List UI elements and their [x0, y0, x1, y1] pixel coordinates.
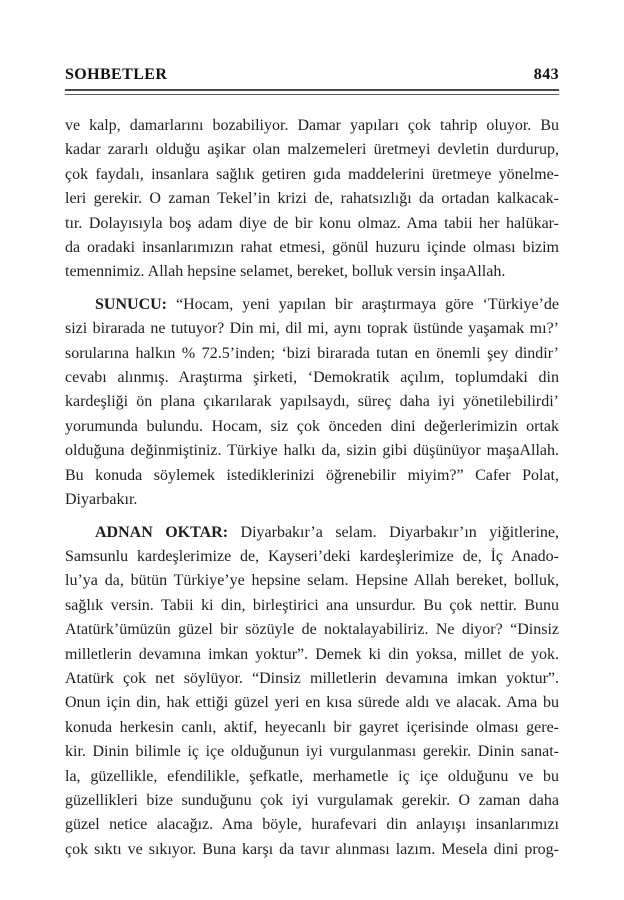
page-number: 843: [533, 66, 559, 83]
text-line: Samsunlu kardeşlerimize de, Kayseri’deki kardeşlerimize de, İç Anado-: [65, 547, 559, 565]
text-line: ve kalp, damarlarını bozabiliyor. Damar yapıları çok tahrip oluyor. Bu: [65, 117, 559, 134]
text-line: konuda herkesin canlı, aktif, heyecanlı bir gayret içerisinde olması gere-: [65, 718, 559, 736]
text-line: la, güzellikle, efendilikle, şefkatle, merhametle iç içe olduğunu ve bu: [65, 767, 559, 785]
text-line: yorumunda bulundu. Hocam, siz çok önceden dini değerlerimizin ortak: [65, 417, 559, 435]
text-line: Atatürk çok net söylüyor. “Dinsiz milletlerin devamına imkan yoktur”.: [65, 669, 559, 687]
page-header: [65, 66, 559, 84]
running-title: SOHBETLER: [65, 66, 168, 83]
text-line: Onun için din, hak ettiği güzel yeri en kısa sürede aldı ve alacak. Ama bu: [65, 694, 559, 712]
text-line: Bu konuda söylemek istediklerinizi öğrenebilir miyim?” Cafer Polat,: [65, 466, 559, 484]
text-line: sorularına halkın % 72.5’inden; ‘bizi birarada tutan en önemli şey dindir’: [65, 344, 559, 362]
text-line: olduğuna değinmiştiniz. Türkiye halkı da, sizin gibi düşünüyor maşaAllah.: [65, 442, 559, 460]
speaker-label: SUNUCU:: [95, 295, 167, 313]
text-line: kir. Dinin bilimle iç içe olduğunun iyi vurgulanması gerekir. Dinin sanat-: [65, 743, 559, 761]
text-line: sizi birarada ne tutuyor? Din mi, dil mi, aynı toprak üstünde yaşamak mı?’: [65, 320, 559, 338]
paragraph-adnan-oktar: [65, 521, 559, 863]
body-text: [65, 114, 559, 862]
text-line: çok sıktı ve sıkıyor. Buna karşı da tavır alınması lazım. Mesela dini prog-: [65, 840, 559, 858]
paragraph-sunucu: [65, 293, 559, 513]
text-line: cevabı alınmış. Araştırma şirketi, ‘Demokratik açılım, toplumdaki din: [65, 369, 559, 387]
paragraph-continuation: [65, 114, 559, 285]
text-line: güzellikleri bize sunduğunu çok iyi vurgulamak gerekir. O zaman daha: [65, 791, 559, 809]
text-line: çok faydalı, insanlara sağlık getiren gıda maddelerini üretmeye yönelme-: [65, 165, 559, 183]
text-line: temennimiz. Allah hepsine selamet, bereket, bolluk versin inşaAllah.: [65, 263, 506, 281]
text-line: kardeşliği ön plana çıkarılarak yapılsaydı, süreç daha iyi yönetilebilirdi’: [65, 393, 559, 411]
text-line: milletlerin devamına imkan yoktur”. Demek ki din yoksa, millet de yok.: [65, 645, 559, 663]
text-line: kadar zararlı olduğu aşikar olan malzemeleri üretmeyi devletin durdurup,: [65, 141, 559, 159]
text-line: sağlık versin. Tabii ki din, birleştirici ana unsurdur. Bu çok nettir. Bunu: [65, 596, 559, 614]
text-line: leri gerekir. O zaman Tekel’in krizi de, rahatsızlığı da ortadan kalkacak-: [65, 190, 559, 208]
text-line: tır. Dolayısıyla boş adam diye de bir konu olmaz. Ama tabii her halükar-: [65, 214, 559, 232]
text-line: lu’ya da, bütün Türkiye’ye hepsine selam. Hepsine Allah bereket, bolluk,: [65, 572, 559, 590]
text-line: SUNUCU: “Hocam, yeni yapılan bir araştırmaya göre ‘Türkiye’de: [95, 295, 559, 313]
text-line: ADNAN OKTAR: Diyarbakır’a selam. Diyarbakır’ın yiğitlerine,: [95, 523, 560, 541]
speaker-label: ADNAN OKTAR:: [95, 523, 229, 541]
text-line: Diyarbakır.: [65, 491, 138, 509]
text-line: da oradaki insanlarımızın rahat etmesi, gönül huzuru içinde olması bizim: [65, 239, 559, 257]
text-line: güzel netice alacağız. Ama böyle, hurafevari din anlayışı insanlarımızı: [65, 816, 559, 834]
text-line: Atatürk’ümüzün güzel bir sözüyle de noktalayabiliriz. Ne diyor? “Dinsiz: [65, 621, 559, 639]
header-double-rule: [65, 89, 559, 95]
